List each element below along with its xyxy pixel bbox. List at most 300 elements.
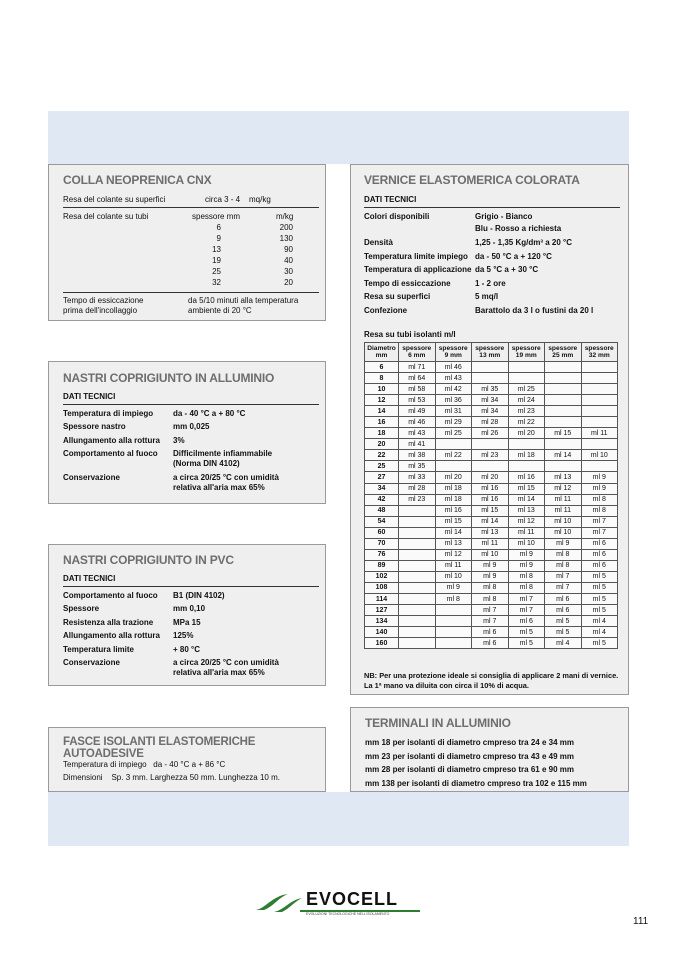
resa-value-cell: ml 24: [508, 395, 545, 406]
resa-diameter-cell: 42: [365, 494, 399, 505]
resa-value-cell: ml 5: [545, 616, 582, 627]
resa-header-line-1: spessore: [402, 345, 432, 352]
nastri-al-value: mm 0,025: [173, 422, 210, 432]
colla-title: COLLA NEOPRENICA CNX: [63, 173, 212, 187]
resa-nb-1: NB: Per una protezione ideale si consiglia di applicare 2 mani di vernice.: [364, 671, 619, 680]
resa-diameter-cell: 34: [365, 483, 399, 494]
resa-value-cell: ml 25: [435, 428, 472, 439]
resa-value-cell: [399, 593, 436, 604]
resa-value-cell: ml 15: [508, 483, 545, 494]
fasce-line-2: Dimensioni Sp. 3 mm. Larghezza 50 mm. Lunghezza 10 m.: [63, 773, 280, 782]
resa-value-cell: [581, 417, 618, 428]
resa-value-cell: ml 6: [545, 605, 582, 616]
resa-value-cell: ml 5: [581, 605, 618, 616]
resa-row: [365, 616, 618, 627]
resa-row: [365, 483, 618, 494]
resa-row: [365, 395, 618, 406]
colla-superfici-unit: mq/kg: [249, 195, 271, 204]
resa-row: [365, 384, 618, 395]
resa-diameter-cell: 114: [365, 593, 399, 604]
resa-diameter-cell: 20: [365, 439, 399, 450]
resa-value-cell: ml 35: [472, 384, 509, 395]
resa-header-line-1: spessore: [584, 345, 614, 352]
resa-row: [365, 516, 618, 527]
nastri-al-title: NASTRI COPRIGIUNTO IN ALLUMINIO: [63, 371, 275, 385]
vernice-label: Densità: [364, 238, 393, 247]
nastri-pvc-label: Comportamento al fuoco: [63, 591, 158, 600]
resa-diameter-cell: 76: [365, 549, 399, 560]
terminali-line: mm 23 per isolanti di diametro cmpreso tra 43 e 49 mm: [365, 751, 574, 761]
resa-diameter-cell: 108: [365, 582, 399, 593]
nastri-al-value: da - 40 °C a + 80 °C: [173, 409, 246, 418]
resa-value-cell: ml 5: [581, 582, 618, 593]
resa-value-cell: ml 43: [435, 373, 472, 384]
resa-value-cell: [472, 461, 509, 472]
nastri-al-sub: DATI TECNICI: [63, 392, 319, 405]
colla-tempo-label-2: prima dell'incollaggio: [63, 306, 138, 315]
resa-value-cell: ml 49: [399, 406, 436, 417]
vernice-value: 1,25 - 1,35 Kg/dm³ a 20 °C: [475, 238, 573, 247]
nastri-al-value: 3%: [173, 435, 185, 445]
resa-value-cell: ml 9: [472, 560, 509, 571]
resa-header-line-2: mm: [375, 352, 388, 359]
resa-header-line-2: 32 mm: [588, 352, 610, 359]
resa-header-line-1: spessore: [475, 345, 505, 352]
resa-value-cell: ml 5: [508, 638, 545, 649]
resa-value-cell: ml 29: [435, 417, 472, 428]
resa-value-cell: ml 8: [472, 593, 509, 604]
resa-value-cell: [581, 461, 618, 472]
vernice-value: Barattolo da 3 l o fustini da 20 l: [475, 306, 594, 315]
resa-diameter-cell: 16: [365, 417, 399, 428]
resa-diameter-cell: 8: [365, 373, 399, 384]
resa-value-cell: ml 8: [508, 571, 545, 582]
resa-value-cell: ml 12: [545, 483, 582, 494]
logo-brand: EVOCELL: [306, 889, 399, 909]
resa-value-cell: ml 10: [581, 450, 618, 461]
resa-value-cell: ml 8: [581, 505, 618, 516]
resa-header-line-2: 25 mm: [552, 352, 574, 359]
resa-value-cell: [399, 560, 436, 571]
resa-value-cell: [399, 527, 436, 538]
colla-spessore-value: 19: [212, 256, 221, 265]
nastri-pvc-label: Resistenza alla trazione: [63, 617, 154, 627]
resa-table: [364, 342, 618, 649]
resa-value-cell: ml 14: [435, 527, 472, 538]
resa-value-cell: ml 16: [508, 472, 545, 483]
resa-value-cell: ml 25: [508, 384, 545, 395]
colla-mkg-value: 20: [284, 278, 293, 287]
resa-row: [365, 505, 618, 516]
logo-tagline: EVOLUZIONI TECNOLOGICHE NELL'ISOLAMENTO: [306, 912, 390, 916]
nastri-al-label: Conservazione: [63, 472, 120, 482]
resa-value-cell: ml 11: [545, 494, 582, 505]
vernice-title: VERNICE ELASTOMERICA COLORATA: [364, 173, 580, 187]
resa-value-cell: ml 6: [472, 638, 509, 649]
resa-value-cell: ml 5: [581, 571, 618, 582]
resa-value-cell: ml 5: [581, 638, 618, 649]
resa-value-cell: ml 4: [581, 616, 618, 627]
resa-value-cell: ml 18: [508, 450, 545, 461]
resa-row: [365, 472, 618, 483]
vernice-sub: DATI TECNICI: [364, 195, 620, 208]
resa-value-cell: ml 5: [545, 627, 582, 638]
resa-value-cell: ml 10: [545, 516, 582, 527]
vernice-label: Colori disponibili: [364, 212, 430, 221]
resa-value-cell: ml 6: [472, 627, 509, 638]
resa-value-cell: ml 46: [435, 362, 472, 373]
resa-value-cell: ml 16: [435, 505, 472, 516]
resa-value-cell: [399, 505, 436, 516]
resa-value-cell: ml 10: [472, 549, 509, 560]
nastri-pvc-label: Temperatura limite: [63, 644, 134, 654]
terminali-line: mm 18 per isolanti di diametro cmpreso tra 24 e 34 mm: [365, 738, 574, 747]
resa-value-cell: ml 14: [472, 516, 509, 527]
nastri-al-label: Spessore nastro: [63, 422, 126, 432]
nastri-al-label: Comportamento al fuoco: [63, 449, 158, 459]
resa-diameter-cell: 22: [365, 450, 399, 461]
resa-value-cell: ml 6: [508, 616, 545, 627]
resa-value-cell: ml 9: [435, 582, 472, 593]
resa-title: Resa su tubi isolanti m/l: [364, 330, 456, 339]
resa-value-cell: ml 15: [472, 505, 509, 516]
resa-value-cell: [435, 638, 472, 649]
nastri-pvc-title: NASTRI COPRIGIUNTO IN PVC: [63, 553, 234, 567]
resa-header-cell: [545, 343, 582, 362]
resa-value-cell: [545, 439, 582, 450]
resa-diameter-cell: 54: [365, 516, 399, 527]
resa-value-cell: ml 14: [545, 450, 582, 461]
resa-row: [365, 450, 618, 461]
resa-value-cell: ml 13: [508, 505, 545, 516]
resa-value-cell: [399, 516, 436, 527]
resa-value-cell: ml 7: [545, 582, 582, 593]
resa-header-line-1: spessore: [548, 345, 578, 352]
resa-value-cell: ml 10: [545, 527, 582, 538]
resa-value-cell: [399, 582, 436, 593]
resa-value-cell: ml 38: [399, 450, 436, 461]
resa-row: [365, 538, 618, 549]
resa-value-cell: ml 16: [472, 494, 509, 505]
resa-value-cell: ml 6: [581, 560, 618, 571]
nastri-al-value: a circa 20/25 °C con umidità: [173, 472, 279, 482]
colla-tempo-value-1: da 5/10 minuti alla temperatura: [188, 296, 299, 305]
nastri-pvc-box: [48, 544, 326, 686]
resa-diameter-cell: 127: [365, 605, 399, 616]
resa-value-cell: ml 7: [581, 516, 618, 527]
resa-value-cell: ml 58: [399, 384, 436, 395]
resa-value-cell: ml 12: [435, 549, 472, 560]
resa-value-cell: ml 4: [581, 627, 618, 638]
resa-value-cell: ml 15: [435, 516, 472, 527]
vernice-value: 5 mq/l: [475, 292, 499, 302]
resa-value-cell: [435, 616, 472, 627]
resa-value-cell: ml 7: [581, 527, 618, 538]
resa-row: [365, 428, 618, 439]
vernice-label: Resa su superfici: [364, 292, 431, 302]
resa-row: [365, 549, 618, 560]
resa-value-cell: ml 28: [472, 417, 509, 428]
vernice-value: da - 50 °C a + 120 °C: [475, 251, 552, 261]
resa-value-cell: [399, 605, 436, 616]
resa-diameter-cell: 14: [365, 406, 399, 417]
resa-value-cell: ml 26: [472, 428, 509, 439]
colla-mkg-value: 40: [284, 256, 293, 265]
resa-value-cell: ml 20: [508, 428, 545, 439]
resa-value-cell: ml 18: [435, 483, 472, 494]
resa-value-cell: ml 34: [472, 395, 509, 406]
nastri-pvc-value: 125%: [173, 631, 194, 641]
resa-diameter-cell: 25: [365, 461, 399, 472]
resa-value-cell: [399, 538, 436, 549]
resa-value-cell: ml 8: [545, 549, 582, 560]
resa-value-cell: [399, 571, 436, 582]
colla-spessore-value: 32: [212, 278, 221, 287]
resa-value-cell: ml 41: [399, 439, 436, 450]
nastri-pvc-sub: DATI TECNICI: [63, 574, 319, 587]
resa-value-cell: ml 9: [581, 472, 618, 483]
terminali-line: mm 138 per isolanti di diametro cmpreso tra 102 e 115 mm: [365, 778, 587, 788]
resa-value-cell: [399, 549, 436, 560]
resa-nb-2: La 1ª mano va diluita con circa il 10% di acqua.: [364, 681, 529, 690]
resa-value-cell: ml 9: [545, 538, 582, 549]
nastri-pvc-label: Conservazione: [63, 658, 120, 667]
resa-value-cell: ml 11: [545, 505, 582, 516]
colla-mkg-value: 90: [284, 245, 293, 254]
resa-header-line-2: 9 mm: [444, 352, 462, 359]
resa-value-cell: [581, 362, 618, 373]
colla-mkg-value: 200: [279, 223, 293, 232]
nastri-al-value: Difficilmente infiammabile: [173, 449, 273, 459]
resa-value-cell: ml 23: [508, 406, 545, 417]
resa-value-cell: ml 31: [435, 406, 472, 417]
colla-spessore-value: 6: [216, 223, 221, 232]
terminali-title: TERMINALI IN ALLUMINIO: [365, 716, 511, 730]
resa-value-cell: [399, 616, 436, 627]
resa-value-cell: ml 22: [508, 417, 545, 428]
resa-value-cell: ml 11: [508, 527, 545, 538]
resa-value-cell: [545, 362, 582, 373]
colla-spessore-value: 13: [212, 245, 221, 254]
vernice-label: Temperatura limite impiego: [364, 251, 468, 261]
colla-tempo-label-1: Tempo di essiccazione: [63, 296, 144, 305]
vernice-value: Grigio - Bianco: [475, 212, 533, 221]
resa-row: [365, 627, 618, 638]
nastri-pvc-value: + 80 °C: [173, 644, 200, 654]
resa-value-cell: ml 22: [435, 450, 472, 461]
resa-value-cell: ml 6: [581, 538, 618, 549]
colla-mkg-value: 130: [279, 234, 293, 243]
resa-value-cell: [508, 439, 545, 450]
vernice-value-2: Blu - Rosso a richiesta: [475, 224, 562, 233]
resa-value-cell: [508, 461, 545, 472]
resa-diameter-cell: 10: [365, 384, 399, 395]
colla-tubi-label: Resa del colante su tubi: [63, 212, 149, 221]
resa-value-cell: ml 10: [435, 571, 472, 582]
vernice-value: 1 - 2 ore: [475, 278, 506, 288]
nastri-al-value-2: (Norma DIN 4102): [173, 459, 240, 469]
resa-value-cell: ml 11: [472, 538, 509, 549]
resa-value-cell: ml 23: [399, 494, 436, 505]
resa-value-cell: ml 14: [508, 494, 545, 505]
resa-value-cell: [508, 373, 545, 384]
resa-diameter-cell: 160: [365, 638, 399, 649]
resa-value-cell: [581, 406, 618, 417]
resa-value-cell: [435, 627, 472, 638]
resa-header-cell: [508, 343, 545, 362]
resa-value-cell: ml 23: [472, 450, 509, 461]
resa-value-cell: [472, 439, 509, 450]
resa-value-cell: ml 43: [399, 428, 436, 439]
resa-header-line-1: Diametro: [367, 345, 396, 352]
resa-value-cell: ml 9: [581, 483, 618, 494]
resa-value-cell: [472, 362, 509, 373]
resa-diameter-cell: 48: [365, 505, 399, 516]
resa-value-cell: [508, 362, 545, 373]
resa-value-cell: ml 20: [435, 472, 472, 483]
resa-diameter-cell: 27: [365, 472, 399, 483]
nastri-al-label: Allungamento alla rottura: [63, 435, 160, 445]
resa-value-cell: [472, 373, 509, 384]
resa-value-cell: ml 13: [472, 527, 509, 538]
resa-value-cell: ml 5: [508, 627, 545, 638]
resa-header-cell: [399, 343, 436, 362]
colla-col-spessore: spessore mm: [192, 212, 241, 221]
resa-header-line-1: spessore: [438, 345, 468, 352]
resa-header-cell: [435, 343, 472, 362]
resa-value-cell: ml 33: [399, 472, 436, 483]
resa-row: [365, 605, 618, 616]
resa-row: [365, 494, 618, 505]
resa-row: [365, 560, 618, 571]
resa-row: [365, 638, 618, 649]
resa-value-cell: ml 8: [545, 560, 582, 571]
resa-value-cell: [399, 627, 436, 638]
resa-value-cell: ml 12: [508, 516, 545, 527]
resa-value-cell: ml 7: [472, 605, 509, 616]
vernice-label: Confezione: [364, 306, 408, 315]
resa-value-cell: ml 18: [435, 494, 472, 505]
resa-header-line-2: 13 mm: [479, 352, 501, 359]
nastri-pvc-value: a circa 20/25 °C con umidità: [173, 658, 279, 667]
resa-value-cell: ml 9: [472, 571, 509, 582]
nastri-pvc-label: Allungamento alla rottura: [63, 631, 160, 641]
resa-value-cell: [581, 373, 618, 384]
vernice-box: [350, 164, 629, 695]
nastri-pvc-value: B1 (DIN 4102): [173, 591, 225, 600]
resa-header-cell: [581, 343, 618, 362]
resa-row: [365, 527, 618, 538]
resa-diameter-cell: 70: [365, 538, 399, 549]
nastri-al-box: [48, 361, 326, 504]
colla-superfici-label: Resa del colante su superfici: [63, 195, 166, 204]
resa-value-cell: ml 4: [545, 638, 582, 649]
resa-header-cell: [365, 343, 399, 362]
fasce-line-1: Temperatura di impiego da - 40 °C a + 86 °C: [63, 760, 226, 769]
fasce-title: FASCE ISOLANTI ELASTOMERICHE AUTOADESIVE: [63, 736, 256, 760]
resa-diameter-cell: 12: [365, 395, 399, 406]
top-band: [48, 111, 629, 164]
resa-value-cell: ml 7: [508, 605, 545, 616]
resa-header-line-2: 6 mm: [408, 352, 426, 359]
resa-row: [365, 582, 618, 593]
resa-value-cell: ml 6: [545, 593, 582, 604]
colla-box: [48, 164, 326, 321]
resa-value-cell: [545, 384, 582, 395]
resa-value-cell: ml 8: [472, 582, 509, 593]
colla-superfici-value: circa 3 - 4: [205, 195, 241, 204]
resa-row: [365, 373, 618, 384]
resa-diameter-cell: 89: [365, 560, 399, 571]
resa-value-cell: ml 5: [581, 593, 618, 604]
bottom-band: [48, 792, 629, 846]
resa-diameter-cell: 6: [365, 362, 399, 373]
resa-value-cell: ml 8: [508, 582, 545, 593]
resa-value-cell: [435, 439, 472, 450]
resa-value-cell: ml 35: [399, 461, 436, 472]
colla-mkg-value: 30: [284, 267, 293, 276]
resa-value-cell: ml 28: [399, 483, 436, 494]
resa-value-cell: ml 34: [472, 406, 509, 417]
nastri-pvc-value: MPa 15: [173, 617, 201, 627]
resa-value-cell: [399, 638, 436, 649]
resa-value-cell: ml 46: [399, 417, 436, 428]
resa-header-cell: [472, 343, 509, 362]
colla-col-mkg: m/kg: [276, 212, 294, 221]
resa-value-cell: [545, 461, 582, 472]
resa-value-cell: ml 8: [581, 494, 618, 505]
resa-value-cell: [545, 417, 582, 428]
resa-value-cell: [545, 395, 582, 406]
evocell-logo: [254, 888, 424, 918]
resa-value-cell: ml 13: [435, 538, 472, 549]
colla-tempo-value-2: ambiente di 20 °C: [188, 306, 252, 315]
nastri-pvc-value-2: relativa all'aria max 65%: [173, 668, 265, 677]
resa-diameter-cell: 60: [365, 527, 399, 538]
fasce-box: [48, 727, 326, 792]
resa-row: [365, 461, 618, 472]
page-number: 111: [633, 916, 649, 927]
resa-value-cell: ml 7: [545, 571, 582, 582]
resa-value-cell: ml 36: [435, 395, 472, 406]
resa-value-cell: ml 13: [545, 472, 582, 483]
resa-value-cell: ml 71: [399, 362, 436, 373]
nastri-al-value-2: relativa all'aria max 65%: [173, 482, 265, 492]
resa-value-cell: ml 42: [435, 384, 472, 395]
resa-value-cell: [435, 605, 472, 616]
resa-value-cell: ml 15: [545, 428, 582, 439]
colla-spessore-value: 9: [216, 234, 221, 243]
resa-row: [365, 417, 618, 428]
resa-value-cell: [581, 395, 618, 406]
resa-diameter-cell: 134: [365, 616, 399, 627]
nastri-pvc-label: Spessore: [63, 604, 100, 614]
terminali-line: mm 28 per isolanti di diametro cmpreso tra 61 e 90 mm: [365, 765, 574, 774]
terminali-box: [350, 707, 629, 792]
vernice-value: da 5 °C a + 30 °C: [475, 265, 539, 275]
nastri-pvc-value: mm 0,10: [173, 604, 206, 614]
resa-value-cell: ml 53: [399, 395, 436, 406]
vernice-label: Tempo di essiccazione: [364, 278, 451, 288]
resa-diameter-cell: 18: [365, 428, 399, 439]
resa-value-cell: ml 7: [508, 593, 545, 604]
resa-row: [365, 571, 618, 582]
resa-value-cell: ml 11: [581, 428, 618, 439]
resa-diameter-cell: 102: [365, 571, 399, 582]
resa-value-cell: ml 8: [435, 593, 472, 604]
resa-value-cell: ml 10: [508, 538, 545, 549]
resa-value-cell: ml 11: [435, 560, 472, 571]
